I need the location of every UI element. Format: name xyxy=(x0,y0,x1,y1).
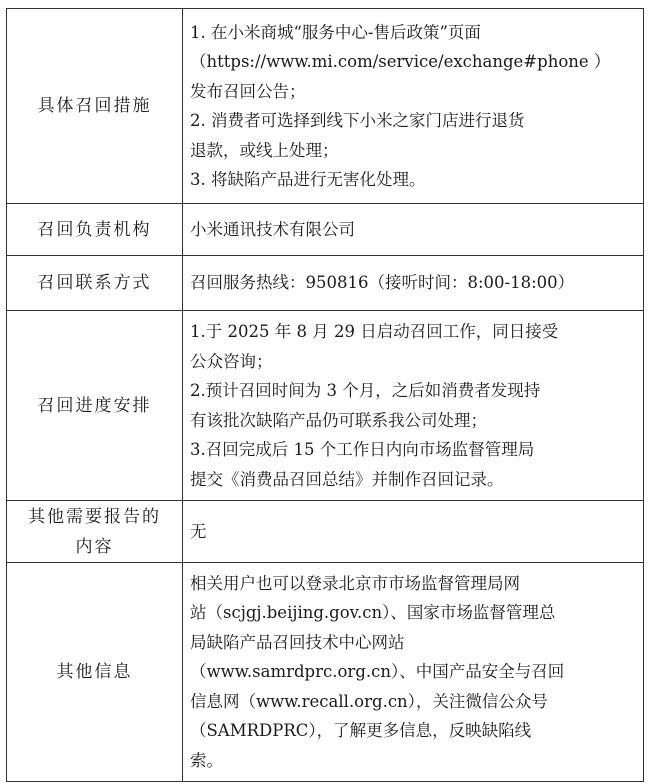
text-line: 无 xyxy=(190,521,207,541)
text-line: 索。 xyxy=(190,750,223,770)
row-label: 召回联系方式 xyxy=(7,256,183,311)
row-value xyxy=(183,563,644,782)
table-row-measures xyxy=(7,9,644,204)
text-line: 局缺陷产品召回技术中心网站 xyxy=(190,632,405,652)
table-row-schedule xyxy=(7,311,644,501)
row-label xyxy=(7,501,183,563)
text-line: 信息网（www.recall.org.cn），关注微信公众号 xyxy=(190,691,548,711)
row-label: 其他信息 xyxy=(7,563,183,782)
row-value xyxy=(183,9,644,204)
row-label: 召回负责机构 xyxy=(7,204,183,256)
hotline-text: 召回服务热线：950816（接听时间：8:00-18:00） xyxy=(190,273,575,293)
label-line: 其他需要报告的 xyxy=(28,506,161,527)
text-line: 2.预计召回时间为 3 个月，之后如消费者发现持 xyxy=(190,381,541,400)
text-line: 3.召回完成后 15 个工作日内向市场监督管理局 xyxy=(190,440,535,459)
table-row-contact xyxy=(7,256,644,311)
row-label: 召回进度安排 xyxy=(7,311,183,501)
text-line: 发布召回公告； xyxy=(190,81,306,101)
text-line: 提交《消费品召回总结》并制作召回记录。 xyxy=(190,469,504,489)
url-line: （https://www.mi.com/service/exchange#phone ） xyxy=(190,52,611,71)
text-line: （www.samrdprc.org.cn）、中国产品安全与召回 xyxy=(190,662,565,682)
text-line: 有该批次缺陷产品仍可联系我公司处理； xyxy=(190,410,487,430)
text-line: （SAMRDPRC），了解更多信息，反映缺陷线 xyxy=(190,721,532,741)
table-row-other-info xyxy=(7,563,644,782)
text-line: 退款，或线上处理； xyxy=(190,140,339,160)
text-line: 小米通讯技术有限公司 xyxy=(190,219,355,239)
text-line: 相关用户也可以登录北京市市场监督管理局网 xyxy=(190,573,520,593)
text-line: 1.于 2025 年 8 月 29 日启动召回工作，同日接受 xyxy=(190,322,559,341)
row-value xyxy=(183,501,644,563)
row-value xyxy=(183,204,644,256)
text-line: 3. 将缺陷产品进行无害化处理。 xyxy=(190,170,426,189)
text-line: 1. 在小米商城“服务中心-售后政策”页面 xyxy=(190,22,481,42)
row-label: 具体召回措施 xyxy=(7,9,183,204)
text-line: 站（scjgj.beijing.gov.cn）、国家市场监督管理总 xyxy=(190,603,556,623)
text-line: 2. 消费者可选择到线下小米之家门店进行退货 xyxy=(190,111,525,130)
row-value xyxy=(183,311,644,501)
text-line: 公众咨询； xyxy=(190,351,273,371)
label-line: 内容 xyxy=(75,536,114,557)
row-value xyxy=(183,256,644,311)
table-row-other-report xyxy=(7,501,644,563)
table-row-organization xyxy=(7,204,644,256)
recall-info-table xyxy=(6,8,644,782)
